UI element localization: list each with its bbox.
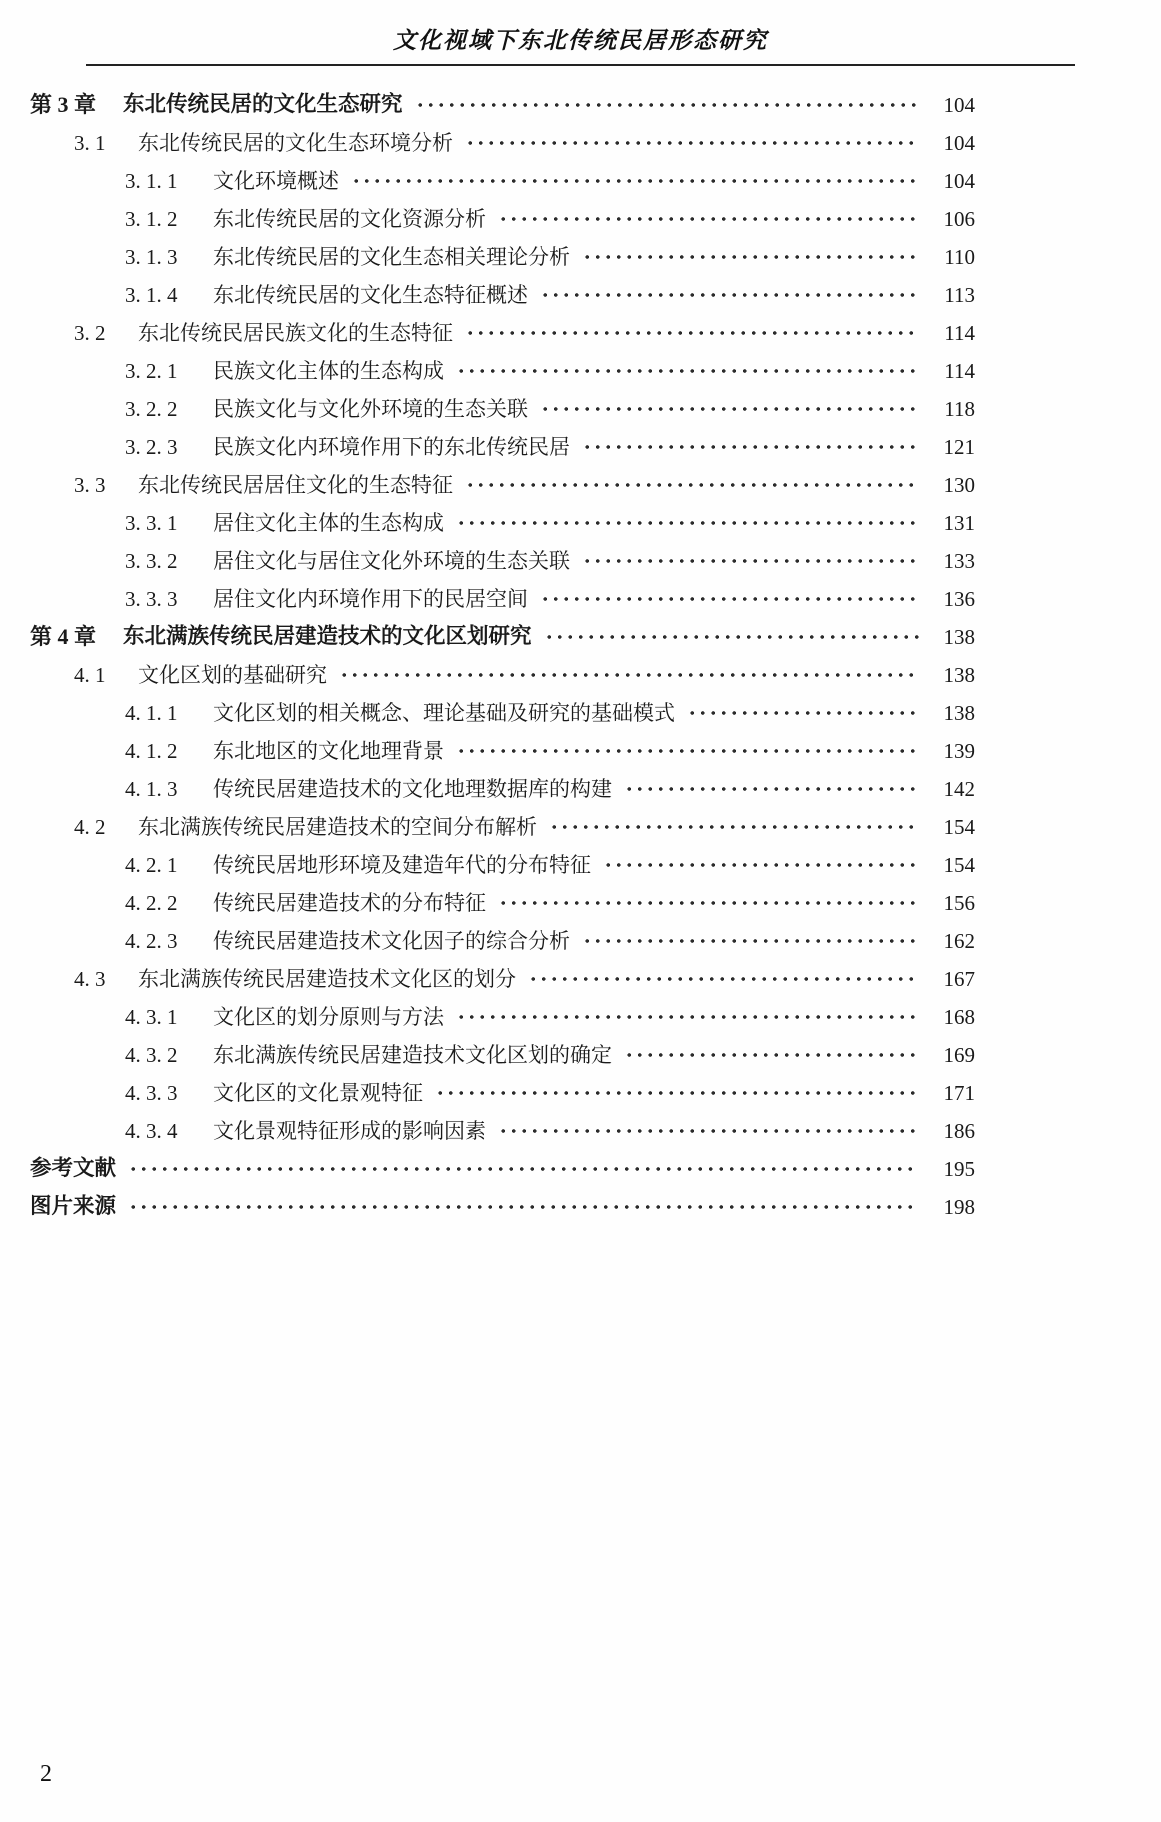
toc-entry bbox=[30, 466, 975, 504]
toc-entry-page: 133 bbox=[943, 549, 975, 573]
toc-entry-number: 4. 1. 3 bbox=[125, 777, 178, 801]
toc-entry-title: 传统民居建造技术文化因子的综合分析 bbox=[213, 929, 570, 953]
toc-entry-page: 171 bbox=[943, 1081, 975, 1105]
dot-leader bbox=[498, 214, 919, 224]
toc-entry-title: 文化区划的基础研究 bbox=[138, 663, 327, 687]
toc-entry-title: 传统民居建造技术的文化地理数据库的构建 bbox=[213, 777, 612, 801]
toc-entry bbox=[30, 884, 975, 922]
toc-entry-page: 167 bbox=[943, 967, 975, 991]
toc-entry-title: 民族文化主体的生态构成 bbox=[213, 359, 444, 383]
toc-entry-number: 3. 2. 1 bbox=[125, 359, 178, 383]
toc-entry bbox=[30, 998, 975, 1036]
toc-entry-number: 3. 1. 4 bbox=[125, 283, 178, 307]
toc-entry bbox=[30, 1112, 975, 1150]
toc-entry bbox=[30, 390, 975, 428]
toc-entry bbox=[30, 846, 975, 884]
toc-entry-number: 3. 3. 2 bbox=[125, 549, 178, 573]
toc-entry-title: 东北满族传统民居建造技术的文化区划研究 bbox=[123, 624, 532, 649]
toc-entry bbox=[30, 1074, 975, 1112]
toc-entry-number: 第 3 章 bbox=[30, 92, 97, 117]
dot-leader bbox=[582, 252, 919, 262]
toc-entry-title: 文化区的文化景观特征 bbox=[213, 1081, 423, 1105]
toc-entry-page: 156 bbox=[943, 891, 975, 915]
toc-entry-page: 195 bbox=[943, 1157, 975, 1181]
dot-leader bbox=[582, 556, 919, 566]
toc-entry-page: 154 bbox=[943, 853, 975, 877]
dot-leader bbox=[498, 898, 919, 908]
page-header bbox=[0, 0, 1161, 66]
dot-leader bbox=[540, 594, 919, 604]
toc-entry-number: 3. 1. 2 bbox=[125, 207, 178, 231]
toc-entry-page: 138 bbox=[943, 625, 975, 649]
toc-entry-title: 东北传统民居的文化生态研究 bbox=[123, 92, 403, 117]
dot-leader bbox=[128, 1164, 919, 1174]
dot-leader bbox=[498, 1126, 919, 1136]
toc-entry-number: 4. 2 bbox=[74, 815, 106, 839]
toc-entry-title: 民族文化内环境作用下的东北传统民居 bbox=[213, 435, 570, 459]
toc-entry-title: 东北地区的文化地理背景 bbox=[213, 739, 444, 763]
toc-entry bbox=[30, 960, 975, 998]
dot-leader bbox=[549, 822, 919, 832]
toc-entry-title: 东北满族传统民居建造技术的空间分布解析 bbox=[138, 815, 537, 839]
toc-entry-title: 传统民居地形环境及建造年代的分布特征 bbox=[213, 853, 591, 877]
toc-entry-number: 4. 3. 1 bbox=[125, 1005, 178, 1029]
toc-entry-page: 138 bbox=[943, 701, 975, 725]
header-rule bbox=[86, 64, 1075, 66]
toc-entry-title: 文化环境概述 bbox=[213, 169, 339, 193]
toc-entry-page: 104 bbox=[943, 93, 975, 117]
toc-list bbox=[0, 86, 1161, 1226]
toc-entry-number: 3. 1 bbox=[74, 131, 106, 155]
toc-entry bbox=[30, 504, 975, 542]
toc-entry-title: 东北传统民居民族文化的生态特征 bbox=[138, 321, 453, 345]
dot-leader bbox=[528, 974, 919, 984]
toc-entry-number: 第 4 章 bbox=[30, 624, 97, 649]
toc-entry-title: 东北满族传统民居建造技术文化区划的确定 bbox=[213, 1043, 612, 1067]
dot-leader bbox=[544, 632, 919, 642]
toc-entry-number: 3. 2 bbox=[74, 321, 106, 345]
dot-leader bbox=[687, 708, 919, 718]
toc-entry-number: 4. 1. 2 bbox=[125, 739, 178, 763]
dot-leader bbox=[339, 670, 919, 680]
toc-entry bbox=[30, 922, 975, 960]
toc-entry-number: 4. 2. 3 bbox=[125, 929, 178, 953]
toc-entry-page: 113 bbox=[944, 283, 975, 307]
toc-entry-number: 3. 2. 2 bbox=[125, 397, 178, 421]
dot-leader bbox=[456, 366, 919, 376]
toc-entry-page: 118 bbox=[944, 397, 975, 421]
dot-leader bbox=[456, 746, 919, 756]
toc-entry-page: 186 bbox=[943, 1119, 975, 1143]
dot-leader bbox=[415, 100, 919, 110]
toc-entry bbox=[30, 618, 975, 656]
toc-entry-title: 东北传统民居的文化生态特征概述 bbox=[213, 283, 528, 307]
toc-entry-title: 文化区的划分原则与方法 bbox=[213, 1005, 444, 1029]
toc-entry-title: 文化景观特征形成的影响因素 bbox=[213, 1119, 486, 1143]
toc-entry-page: 121 bbox=[943, 435, 975, 459]
toc-entry-title: 文化区划的相关概念、理论基础及研究的基础模式 bbox=[213, 701, 675, 725]
toc-entry-title: 参考文献 bbox=[30, 1156, 117, 1181]
toc-entry bbox=[30, 580, 975, 618]
toc-entry-title: 图片来源 bbox=[30, 1194, 117, 1219]
toc-entry-number: 4. 2. 2 bbox=[125, 891, 178, 915]
dot-leader bbox=[624, 1050, 919, 1060]
dot-leader bbox=[351, 176, 919, 186]
toc-entry-title: 民族文化与文化外环境的生态关联 bbox=[213, 397, 528, 421]
toc-entry-number: 4. 1 bbox=[74, 663, 106, 687]
toc-entry bbox=[30, 1188, 975, 1226]
dot-leader bbox=[603, 860, 919, 870]
toc-entry-title: 居住文化主体的生态构成 bbox=[213, 511, 444, 535]
toc-entry bbox=[30, 276, 975, 314]
dot-leader bbox=[540, 404, 919, 414]
toc-entry bbox=[30, 732, 975, 770]
toc-entry bbox=[30, 656, 975, 694]
dot-leader bbox=[456, 1012, 919, 1022]
toc-entry bbox=[30, 314, 975, 352]
toc-entry-number: 3. 3. 1 bbox=[125, 511, 178, 535]
toc-entry bbox=[30, 162, 975, 200]
dot-leader bbox=[465, 328, 919, 338]
dot-leader bbox=[540, 290, 919, 300]
toc-entry-page: 162 bbox=[943, 929, 975, 953]
toc-entry-number: 3. 3. 3 bbox=[125, 587, 178, 611]
toc-entry-page: 131 bbox=[943, 511, 975, 535]
toc-entry bbox=[30, 352, 975, 390]
toc-entry bbox=[30, 1036, 975, 1074]
toc-entry bbox=[30, 542, 975, 580]
toc-entry-number: 4. 3. 3 bbox=[125, 1081, 178, 1105]
toc-entry bbox=[30, 428, 975, 466]
toc-entry-page: 114 bbox=[944, 359, 975, 383]
page-number: 2 bbox=[40, 1761, 52, 1787]
toc-entry-page: 138 bbox=[943, 663, 975, 687]
toc-entry-number: 4. 3. 4 bbox=[125, 1119, 178, 1143]
dot-leader bbox=[582, 936, 919, 946]
toc-entry-page: 130 bbox=[943, 473, 975, 497]
dot-leader bbox=[465, 480, 919, 490]
dot-leader bbox=[456, 518, 919, 528]
toc-entry-page: 104 bbox=[943, 169, 975, 193]
toc-entry-number: 3. 1. 3 bbox=[125, 245, 178, 269]
toc-entry-title: 东北传统民居居住文化的生态特征 bbox=[138, 473, 453, 497]
toc-entry-number: 4. 3. 2 bbox=[125, 1043, 178, 1067]
dot-leader bbox=[435, 1088, 919, 1098]
toc-entry-title: 东北传统民居的文化资源分析 bbox=[213, 207, 486, 231]
dot-leader bbox=[624, 784, 919, 794]
toc-entry-page: 168 bbox=[943, 1005, 975, 1029]
toc-entry bbox=[30, 124, 975, 162]
toc-entry-number: 3. 2. 3 bbox=[125, 435, 178, 459]
toc-entry-page: 169 bbox=[943, 1043, 975, 1067]
toc-entry-page: 106 bbox=[943, 207, 975, 231]
toc-entry-title: 东北满族传统民居建造技术文化区的划分 bbox=[138, 967, 516, 991]
toc-entry-page: 154 bbox=[943, 815, 975, 839]
toc-entry-number: 4. 1. 1 bbox=[125, 701, 178, 725]
toc-entry-title: 传统民居建造技术的分布特征 bbox=[213, 891, 486, 915]
toc-entry-number: 4. 3 bbox=[74, 967, 106, 991]
dot-leader bbox=[128, 1202, 919, 1212]
toc-entry bbox=[30, 86, 975, 124]
toc-entry bbox=[30, 238, 975, 276]
toc-entry-page: 110 bbox=[944, 245, 975, 269]
toc-entry bbox=[30, 808, 975, 846]
running-head-title: 文化视域下东北传统民居形态研究 bbox=[393, 28, 768, 53]
toc-entry-title: 东北传统民居的文化生态相关理论分析 bbox=[213, 245, 570, 269]
toc-entry-title: 居住文化与居住文化外环境的生态关联 bbox=[213, 549, 570, 573]
toc-entry-number: 3. 3 bbox=[74, 473, 106, 497]
toc-entry bbox=[30, 694, 975, 732]
toc-entry-page: 198 bbox=[943, 1195, 975, 1219]
toc-entry-number: 3. 1. 1 bbox=[125, 169, 178, 193]
toc-entry bbox=[30, 1150, 975, 1188]
toc-entry-number: 4. 2. 1 bbox=[125, 853, 178, 877]
toc-entry-page: 139 bbox=[943, 739, 975, 763]
toc-entry bbox=[30, 200, 975, 238]
dot-leader bbox=[465, 138, 919, 148]
toc-entry-page: 142 bbox=[943, 777, 975, 801]
toc-entry-title: 居住文化内环境作用下的民居空间 bbox=[213, 587, 528, 611]
toc-entry-page: 104 bbox=[943, 131, 975, 155]
toc-entry-title: 东北传统民居的文化生态环境分析 bbox=[138, 131, 453, 155]
toc-entry bbox=[30, 770, 975, 808]
dot-leader bbox=[582, 442, 919, 452]
toc-entry-page: 136 bbox=[943, 587, 975, 611]
toc-entry-page: 114 bbox=[944, 321, 975, 345]
